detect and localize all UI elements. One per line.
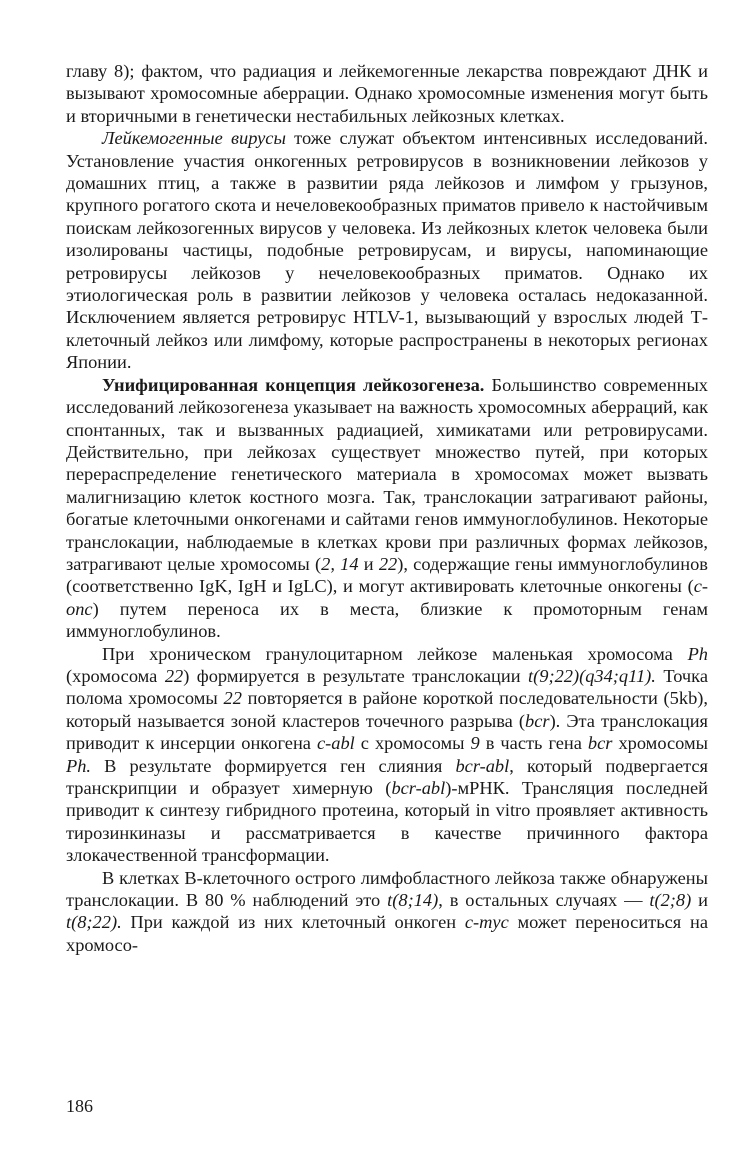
text-run: Большинство современных исследований лейкозогенеза указывает на важность хромосомных аберраций, как спонтанных, так и вызванных радиацией, химикатами или ретровирусами. Действительно, при лейкозах существует множество путей, при которых перераспределение генетического материала в хромосомах может вызвать малигнизацию клеток костного мозга. Так, транслокации затрагивают районы, богатые клеточными онкогенами и сайтами генов иммуноглобулинов. Некоторые транслокации, наблюдаемые в клетках крови при различных формах лейкозов, затрагивают целые хромосомы (: [66, 374, 708, 574]
paragraph-leukemogenic-viruses: [66, 127, 708, 373]
text-run: Ph.: [66, 755, 92, 776]
text-run: ) путем переноса их в места, близкие к промоторным генам иммуноглобулинов.: [66, 598, 708, 642]
text-run: t(9;22)(q34;q11).: [528, 665, 656, 686]
text-run: , в остальных случаях —: [438, 890, 650, 911]
text-run: Ph: [687, 643, 708, 664]
text-run: с хромосомы: [354, 733, 471, 754]
text-run: bcr-abl: [391, 778, 446, 798]
text-run: t(8;22).: [66, 912, 122, 933]
text-run: , который подвергается транскрипции и образует химерную (: [66, 755, 708, 798]
text-run: В клетках В-клеточного острого лимфобластного лейкоза также обнаружены транслокации. В 80 % наблюдений это: [66, 867, 708, 911]
text-run: )-мРНК. Трансляция последней приводит к синтезу гибридного протеина, который in vitro проявляет активность тирозинкиназы и рассматривается в качестве причинного фактора злокачественной трансформации.: [66, 778, 708, 866]
text-run: 22: [223, 688, 242, 709]
page-number: 186: [66, 1096, 93, 1116]
text-run: 9: [470, 733, 480, 754]
paragraph-chronic-granulocytic-leukemia: [66, 643, 708, 867]
text-run: Унифицированная концепция лейкозогенеза.: [102, 374, 485, 395]
text-run: c-onc: [66, 576, 708, 619]
text-run: (хромосома: [66, 665, 165, 686]
text-run: 22: [164, 665, 184, 686]
text-run: и: [691, 890, 708, 911]
text-run: t(8;14): [387, 890, 439, 911]
text-run: в часть гена: [479, 733, 588, 754]
text-run: ). Эта транслокация приводит к инсерции онкогена: [66, 710, 708, 754]
text-run: bcr: [525, 710, 550, 731]
text-run: c-abl: [316, 733, 355, 754]
paragraph-1: [66, 60, 708, 127]
text-run: Точка полома хромосомы: [66, 665, 708, 709]
text-run: может переноситься на хромосо-: [66, 912, 708, 955]
text-run: 22: [378, 553, 398, 574]
text-run: ) формируется в результате транслокации: [183, 665, 529, 686]
paragraph-unified-concept: [66, 374, 708, 643]
text-run: При каждой из них клеточный онкоген: [121, 912, 465, 933]
text-run: повторяется в районе короткой последовательности (5kb), который называется зоной кластеров точечного разрыва (: [66, 688, 708, 731]
text-run: Лейкемогенные вирусы: [102, 128, 286, 149]
text-run: и: [358, 553, 379, 574]
text-run: главу 8); фактом, что радиация и лейкемогенные лекарства повреждают ДНК и вызывают хромосомные аберрации. Однако хромосомные изменения могут быть и вторичными в генетически нестабильных лейкозных клетках.: [66, 61, 708, 126]
text-run: тоже служат объектом интенсивных исследований. Установление участия онкогенных ретровирусов в возникновении лейкозов у домашних птиц, а также в развитии ряда лейкозов и лимфом у грызунов, крупного рогатого скота и нечеловекообразных приматов привело к настойчивым поискам лейкозогенных вирусов у человека. Из лейкозных клеток человека были изолированы частицы, подобные ретровирусам, и вирусы, напоминающие ретровирусы лейкозов у нечеловекообразных приматов. Однако их этиологическая роль в развитии лейкозов у человека осталась недоказанной. Исключением является ретровирус HTLV-1, вызывающий у взрослых людей Т-клеточный лейкоз или лимфому, которые распространены в некоторых регионах Японии.: [66, 128, 708, 373]
text-run: 2, 14: [321, 553, 359, 574]
text-run: bcr-abl: [455, 755, 510, 776]
text-run: t(2;8): [649, 890, 692, 911]
text-run: ), содержащие гены иммуноглобулинов (соответственно IgK, IgH и IgLC), и могут активировать клеточные онкогены (: [66, 553, 708, 597]
text-run: хромосомы: [612, 733, 708, 754]
text-run: c-myc: [464, 912, 509, 933]
text-run: При хроническом гранулоцитарном лейкозе маленькая хромосома: [102, 643, 688, 664]
paragraph-b-cell-leukemia: [66, 867, 708, 957]
page-body: [66, 60, 708, 956]
text-run: bcr: [587, 733, 613, 754]
text-run: В результате формируется ген слияния: [91, 755, 456, 776]
